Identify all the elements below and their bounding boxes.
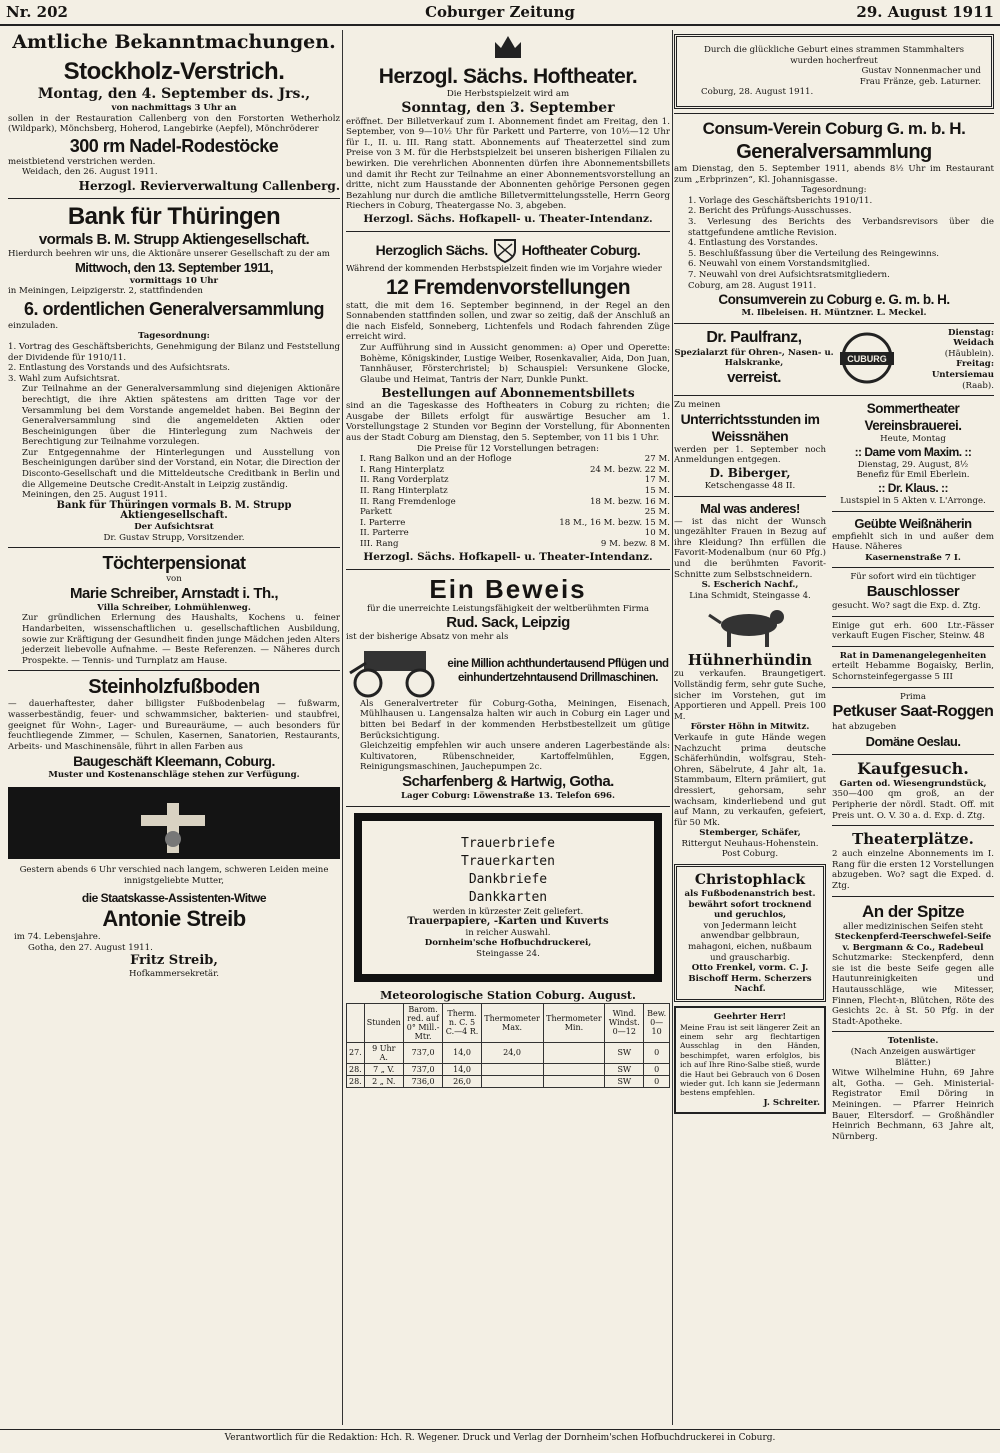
cross-wreath-icon (119, 799, 229, 857)
price-row (360, 539, 670, 550)
huehner-text2: Verkaufe in gute Hände wegen Nachzucht prima deutsche Schäferhündin, wolfsgrau, Steh-Ohren, Säbelrute, 4 Jahr alt, 1a. Stammbaum, Eltern prämiiert, gut dressiert, gehorsam, sehr wachsam, kinderliebend und gut auf Mann, zu verkaufen, gefeiert, für 50 Mk. (674, 732, 826, 828)
weather-cell: 28. (347, 1075, 365, 1087)
rat-title: Rat in Damenangelegenheiten (839, 650, 987, 661)
stockholz-text2: meistbietend verstrichen werden. (8, 156, 156, 167)
pension-von: von (166, 574, 182, 585)
beweis-text: Als Generalvertreter für Coburg-Gotha, Meiningen, Eisenach, Mühlhausen u. Langensalza halten wir auch in Coburg ein Lager und bitten bei Bedarf in der kommenden Herbstbestellzeit um gütige Berücksichtigung. (360, 698, 670, 741)
theater2-text3: sind an die Tageskasse des Hoftheaters in Coburg zu richten; die Ausgabe der Billets erfolgt für auswärtige Besucher am 1. Vorstellungstage 2 Stunden vor Beginn der Vorstellung, für Abonnenten aus der Stadt Coburg am Dienstag, den 5. September, von 11 bis 1 Uhr. (346, 401, 670, 444)
consum-title: Consum-Verein Coburg G. m. b. H. (702, 118, 966, 138)
stockholz-title: Stockholz-Verstrich. (63, 58, 285, 85)
weather-cell: 24,0 (481, 1042, 543, 1063)
stockholz-text: sollen in der Restauration Callenberg von den Forstorten Wetherholz (Wildpark), Mönchsberg, Hoherod, Langebirke (Aepfel), Mönchröderer (8, 113, 340, 135)
beweis-title: Ein Beweis (429, 573, 587, 604)
mal-firm2: Lina Schmidt, Steingasse 4. (689, 590, 811, 601)
obituary-text: Gestern abends 6 Uhr verschied nach langem, schweren Leiden meine innigstgeliebte Mutter, (19, 864, 329, 886)
birth-text: Durch die glückliche Geburt eines strammen Stammhalters wurden hocherfreut (704, 45, 964, 66)
weather-cell (481, 1075, 543, 1087)
page-header (0, 0, 1000, 26)
weather-header: Wind. Windst. 0—12 (605, 1003, 644, 1042)
price-label: II. Rang Fremdenloge (360, 496, 456, 507)
obituary-role: die Staatskasse-Assistenten-Witwe (81, 891, 267, 906)
weather-cell: 7 „ V. (364, 1063, 403, 1075)
theater2-title-left: Herzoglich Sächs. (375, 241, 488, 258)
kauf-text: 350—400 qm groß, an der Peripherie der nördl. Stadt. Off. mit Preis unt. O. V. 30 a. d. Exp. d. Ztg. (832, 789, 994, 821)
theaterplaetze-title: Theaterplätze. (852, 830, 974, 849)
trauer-line: Trauerbriefe (461, 835, 555, 851)
divider (674, 323, 994, 324)
weather-cell: 737,0 (403, 1042, 443, 1063)
steinholz-muster: Muster und Kostenanschläge stehen zur Verfügung. (48, 770, 300, 781)
coburg-badge-icon (838, 328, 896, 388)
divider (346, 569, 670, 570)
weather-cell: SW (605, 1042, 644, 1063)
geehrter-text: Meine Frau ist seit längerer Zeit an einem sehr arg flechtartigen Ausschlag in den Händen, beschimpfet, waren erfolglos, bis ich auf Ihre Rino-Salbe stieß, wurde die Haut bei Gebrauch von 6 Dosen wieder gut. Ich kann sie Jedermann bestens empfehlen. (680, 1022, 820, 1098)
weather-cell: 9 Uhr A. (364, 1042, 403, 1063)
huehner-title: Hühnerhündin (687, 651, 813, 670)
pension-name: Marie Schreiber, Arnstadt i. Th., (69, 584, 278, 602)
christophlack-text: als Fußbodenanstrich best. bewährt sofort trocknend und geruchlos, (684, 889, 816, 921)
issue-date: 29. August 1911 (856, 3, 994, 21)
dog-icon (705, 603, 795, 649)
divider (8, 670, 340, 671)
schlosser-title: Bauschlosser (866, 583, 960, 600)
saat-sub: hat abzugeben (832, 722, 897, 733)
coat-of-arms-icon (492, 236, 518, 264)
drill-machine-icon (346, 643, 442, 699)
sommer-play2: :: Dr. Klaus. :: (877, 481, 948, 496)
consum-sign: Consumverein zu Coburg e. G. m. b. H. (718, 292, 950, 308)
weiss-intro: Zu meinen (674, 400, 721, 411)
bank-board: Der Aufsichtsrat (134, 522, 214, 533)
spitze-text: aller medizinischen Seifen steht (843, 921, 983, 932)
weather-header-row (347, 1003, 670, 1042)
steinholz-text: — dauerhaftester, daher billigster Fußbodenbelag — fußwarm, wasserbeständig, feuer- und schwammsicher, bakterien- und staubfrei, geeignet für Wohn-, Lager- und Bureauräume, — auch besonders für feuchtliegende Zimmer, — Schulen, Kasernen, Sanatorien, Restaurants, Arbeits- und Maschinensäle, führt in allen Farben aus (8, 699, 340, 752)
sommer-date: Dienstag, 29. August, 8½ (857, 459, 969, 470)
column-left (8, 30, 340, 986)
spitze-title: An der Spitze (861, 901, 965, 921)
coburg-badge-ad (838, 328, 994, 392)
birth-box (674, 34, 994, 109)
bank-agenda-item: 1. Vortrag des Geschäftsberichts, Genehmigung der Bilanz und Feststellung der Dividende für 1910/11. (8, 341, 340, 363)
huehner-text: zu verkaufen. Braungetigert. Vollständig ferm, sehr gute Suche, sicher im Vorstehen, gut im Apportieren und Appell. Preis 100 M. (674, 669, 826, 722)
beweis-sales: ist der bisherige Absatz von mehr als (346, 632, 509, 643)
price-label: II. Rang Hinterplatz (360, 486, 448, 497)
column-middle (346, 30, 670, 1088)
price-value: 25 M. (644, 507, 670, 518)
crown-coat-of-arms-icon (491, 32, 525, 62)
theater2-intro: Während der kommenden Herbstspielzeit finden wie im Vorjahre wieder (346, 263, 662, 274)
consum-agenda-item: 1. Vorlage des Geschäftsberichts 1910/11. (688, 195, 873, 206)
weather-row (347, 1063, 670, 1075)
weather-cell: 0 (644, 1042, 670, 1063)
mal-firm: S. Escherich Nachf., (701, 580, 799, 591)
birth-date: Coburg, 28. August 1911. (701, 87, 814, 98)
theater2-heading (346, 236, 670, 264)
price-value: 9 M. bezw. 8 M. (600, 539, 670, 549)
kauf-sub: Garten od. Wiesengrundstück, (839, 778, 987, 789)
naeherin-text: empfiehlt sich in und außer dem Hause. Näheres (832, 531, 994, 553)
weather-row (347, 1075, 670, 1087)
weather-cell: 27. (347, 1042, 365, 1063)
sommer-title2: Vereinsbrauerei. (864, 418, 962, 434)
trauer-line: Dankkarten (468, 889, 548, 905)
bank-paragraph: Zur Teilnahme an der Generalversammlung sind diejenigen Aktionäre berechtigt, die ihre Aktien spätestens am dritten Tage vor der Versammlung bei dem Vorstande angemeldet haben. Bei Beginn der Generalversammlung sind die angemeldeten Aktien oder Bescheinigungen über die Hinterlegung zum Nachweis der Berechtigung zur Teilnahme vorzulegen. (22, 384, 340, 448)
theater1-sign: Herzogl. Sächs. Hofkapell- u. Theater-Intendanz. (363, 212, 653, 225)
obituary-box (8, 787, 340, 986)
toten-sub: (Nach Anzeigen auswärtiger Blätter.) (850, 1047, 976, 1068)
paulfranz-spec: Spezialarzt für Ohren-, Nasen- u. Halskranke, (674, 347, 834, 369)
price-value: 10 M. (644, 528, 670, 539)
price-value: 15 M. (644, 486, 670, 497)
weiss-name: D. Biberger, (709, 466, 791, 481)
weather-header: Thermometer Max. (481, 1003, 543, 1042)
price-value: 17 M. (644, 475, 670, 486)
rat-text: erteilt Hebamme Bogaisky, Berlin, Schornsteinfegergasse 5 III (832, 661, 994, 682)
saat-title: Petkuser Saat-Roggen (832, 703, 994, 721)
trauer-line: Dornheim'sche Hofbuchdruckerei, (424, 938, 592, 949)
sommer-benefit: Benefiz für Emil Eberlein. (856, 470, 970, 481)
price-label: I. Rang Balkon und an der Hofloge (360, 454, 512, 465)
trauer-line: werden in kürzester Zeit geliefert. (432, 906, 584, 917)
theater1-text: eröffnet. Der Billetverkauf zum I. Abonnement findet am Freitag, den 1. September, von 9—10½ Uhr für Parkett und Parterre, von 10½—12 Uhr für I., II. u. III. Rang statt. Abonnements auf Theaterzettel sind zum Preise von 3 M. für die Herbstspielzeit bei unseren bisherigen Filialen zu bewirken. Die verehrlichen Abonnenten dürfen ihre Abonnementsbillets und damit ihr Recht zur Teilnahme an einer Abonnementsvorstellung an dritte, nicht zum Hausstande der Abonnenten gehörige Personen gegen Bezahlung nur durch die amtliche Billetvermittelungsstelle, Herrn Georg Riechers in Coburg, Theatergasse No. 3, abgeben. (346, 116, 670, 212)
divider (832, 754, 994, 755)
price-row (360, 528, 670, 539)
trauer-line: Trauerpapiere, -Karten und Kuverts (407, 916, 609, 928)
stockholz-place: Weidach, den 26. August 1911. (22, 167, 158, 178)
stockholz-amount: 300 rm Nadel-Rodestöcke (69, 135, 279, 156)
theater2-text: statt, die mit dem 16. September beginnend, in der Regel an den Sonnabenden stattfinden sollen, und zwar so zeitig, daß der Anschluß an die nach Eisfeld, Sonneberg, Lichtenfels und Rodach fahrenden Züge erreicht wird. (346, 300, 670, 343)
weather-header: Bew. 0—10 (644, 1003, 670, 1042)
price-value: 24 M. bezw. 22 M. (589, 464, 670, 475)
schedule-line: (Häublein). (944, 348, 994, 359)
paulfranz-away: verreist. (727, 368, 781, 386)
weather-header (347, 1003, 365, 1042)
weiss-addr: Ketschengasse 48 II. (704, 481, 796, 492)
huehner-post: Post Coburg. (721, 849, 779, 860)
price-label: I. Parterre (360, 517, 406, 528)
beweis-firm: Rud. Sack, Leipzig (446, 614, 570, 632)
obituary-place: Gotha, den 27. August 1911. (28, 942, 153, 953)
weather-cell (543, 1063, 605, 1075)
bank-time: vormittags 10 Uhr (129, 275, 219, 286)
schlosser-text: gesucht. Wo? sagt die Exp. d. Ztg. (832, 601, 981, 611)
steinholz-title: Steinholzfußboden (88, 676, 260, 699)
price-row (360, 465, 670, 476)
weather-row (347, 1042, 670, 1063)
stockholz-sign: Herzogl. Revierverwaltung Callenberg. (78, 178, 340, 193)
weather-cell: 0 (644, 1063, 670, 1075)
weather-cell: 26,0 (443, 1075, 481, 1087)
column-divider (672, 30, 673, 1425)
spitze-name: Steckenpferd-Teerschwefel-Seife (834, 932, 992, 943)
consum-agenda-item: 4. Entlastung des Vorstandes. (688, 238, 818, 249)
schedule-line: Weidach (953, 338, 994, 349)
trauer-line: Dankbriefe (468, 871, 548, 887)
schlosser-intro: Für sofort wird ein tüchtiger (850, 572, 976, 583)
theater2-title-right: Hoftheater Coburg. (521, 241, 641, 258)
weather-table (346, 1003, 670, 1088)
saat-name: Domäne Oeslau. (865, 733, 961, 749)
mal-title: Mal was anderes! (700, 500, 800, 516)
obituary-name: Antonie Streib (102, 906, 246, 932)
sommer-today: Heute, Montag (880, 434, 946, 445)
newspaper-title: Coburger Zeitung (425, 3, 575, 21)
coburg-badge-text: CUBURG (847, 353, 887, 364)
weather-header: Thermometer Min. (543, 1003, 605, 1042)
theater2-head: 12 Fremdenvorstellungen (385, 275, 631, 299)
pension-text: Zur gründlichen Erlernung des Haushalts, Kochens u. feiner Handarbeiten, wissenschaftlichen u. gesellschaftlichen Ausbildung, sowie zur Kräftigung der Gesundheit finden junge Mädchen jeden Alters jederzeit liebevolle Aufnahme. — Beste Referenzen. — Näheres durch Prospekte. — Tennis- und Turnplatz am Hause. (22, 613, 340, 666)
bank-placedate: Meiningen, den 25. August 1911. (22, 490, 168, 501)
price-row (360, 454, 670, 465)
theater2-text2: Zur Aufführung sind in Aussicht genommen: a) Oper und Operette: Bohème, Königskinder, Lustige Weiber, Rosenkavalier, Aida, Don Juan, Tannhäuser, Försterchristel; b) Schauspiel: Versunkene Glocke, Glaube und Heimat, Tantris der Narr, Dunkle Punkt. (360, 342, 670, 385)
consum-names: M. Ilbeleisen. H. Müntzner. L. Meckel. (741, 308, 927, 319)
obituary-signer: Fritz Streib, (130, 953, 218, 969)
divider (832, 646, 994, 647)
saat-intro: Prima (900, 691, 926, 702)
weather-cell (481, 1063, 543, 1075)
price-label: III. Rang (360, 539, 399, 549)
weather-header: Stunden (364, 1003, 403, 1042)
bank-gv: 6. ordentlichen Generalversammlung (23, 298, 325, 319)
schedule-line: Untersiemau (931, 370, 994, 381)
bank-agenda-item: 2. Entlastung des Vorstands und des Aufsichtsrats. (8, 363, 230, 374)
theater1-intro: Die Herbstspielzeit wird am (446, 89, 570, 99)
weather-cell: 0 (644, 1075, 670, 1087)
divider (674, 496, 826, 497)
issue-number: Nr. 202 (6, 3, 68, 21)
divider (832, 825, 994, 826)
spitze-text2: Schutzmarke: Steckenpferd, denn sie ist die beste Seife gegen alle Hautunreinigkeiten und Hautausschläge, wie Mitesser, Finnen, Flecht-n, Blütchen, Röte des Gesichts 2c. à St. 50 Pfg. in der Stadt-Apotheke. (832, 953, 994, 1027)
geehrter-box (674, 1006, 826, 1114)
kauf-title: Kaufgesuch. (857, 758, 969, 778)
weather-cell (543, 1042, 605, 1063)
bank-place: in Meiningen, Leipzigerstr. 2, stattfindenden (8, 286, 203, 297)
weather-cell: 737,0 (403, 1063, 443, 1075)
column-right (674, 30, 994, 1142)
price-row (360, 518, 670, 529)
weather-cell: 14,0 (443, 1042, 481, 1063)
price-row (360, 507, 670, 518)
consum-agenda-item: 6. Neuwahl von einem Vorstandsmitglied. (688, 259, 870, 270)
divider (674, 113, 994, 114)
pension-title: Töchterpensionat (102, 553, 246, 574)
beweis-lager: Lager Coburg: Löwenstraße 13. Telefon 696. (400, 790, 616, 801)
divider (832, 896, 994, 897)
beweis-sub: für die unerreichte Leistungsfähigkeit der weltberühmten Firma (366, 603, 650, 614)
bank-sign: Bank für Thüringen vormals B. M. Strupp Aktiengesellschaft. (56, 499, 292, 522)
christophlack-firm: Otto Frenkel, vorm. C. J. Bischoff Herm. Scherzers Nachf. (688, 963, 812, 995)
price-label: II. Rang Vorderplatz (360, 475, 449, 486)
geehrter-head: Geehrter Herr! (713, 1012, 787, 1022)
paulfranz-row (674, 328, 994, 392)
beweis-million: eine Million achthundertausend Pflügen und einhundertzehntausend Drillmaschinen. (447, 657, 669, 684)
stockholz-time: von nachmittags 3 Uhr an (111, 103, 237, 113)
consum-agenda-item: 2. Bericht des Prüfungs-Ausschusses. (688, 206, 852, 217)
divider (346, 231, 670, 232)
obituary-age: im 74. Lebensjahre. (14, 932, 101, 943)
bank-invite: einzuladen. (8, 320, 59, 331)
amtliche-heading: Amtliche Bekanntmachungen. (12, 31, 336, 53)
faesser-text: Einige gut erh. 600 Ltr.-Fässer verkauft Eugen Fischer, Steinw. 48 (832, 620, 994, 642)
divider (346, 806, 670, 807)
divider (674, 395, 994, 396)
bank-intro: Hierdurch beehren wir uns, die Aktionäre unserer Gesellschaft zu der am (8, 248, 330, 259)
weiss-text: werden per 1. September noch Anmeldungen entgegen. (674, 444, 826, 466)
price-label: II. Parterre (360, 528, 409, 539)
weather-cell: SW (605, 1075, 644, 1087)
divider (832, 511, 994, 512)
trauer-line: Trauerkarten (461, 853, 555, 869)
price-label: Parkett (360, 507, 392, 518)
schedule-line: Dienstag: (948, 327, 994, 338)
trauer-line: Steingasse 24. (476, 948, 540, 959)
beweis-text2: Gleichzeitig empfehlen wir auch unsere anderen Lagerbestände als: Kultivatoren, Rübenschneider, Kartoffelmühlen, Eggen, Reinigungsmaschinen, Jauchepumpen 2c. (360, 741, 670, 773)
bank-agenda-item: 3. Wahl zum Aufsichtsrat. (8, 373, 120, 384)
paulfranz-ad (674, 328, 834, 392)
theaterplaetze-text: 2 auch einzelne Abonnements im I. Rang für die ersten 12 Vorstellungen abzugeben. Wo? sagt die Exped. d. Ztg. (832, 849, 994, 891)
bank-date: Mittwoch, den 13. September 1911, (74, 259, 274, 275)
toten-title: Totenliste. (887, 1036, 939, 1047)
sommer-column (832, 400, 994, 1142)
price-row (360, 475, 670, 486)
stockholz-date: Montag, den 4. September ds. Jrs., (37, 86, 311, 102)
weiss-ad (674, 400, 826, 1142)
consum-agenda-item: 3. Verlesung des Berichts des Verbandsrevisors über die stattgefundene amtliche Revision. (688, 216, 994, 238)
steinholz-firm: Baugeschäft Kleemann, Coburg. (73, 753, 275, 770)
geehrter-sign: J. Schreiter. (763, 1097, 820, 1108)
trauer-box (354, 813, 662, 982)
birth-names: Frau Fränze, geb. Laturner. (859, 76, 981, 87)
theater2-sign: Herzogl. Sächs. Hofkapell- u. Theater-Intendanz. (363, 550, 653, 563)
theater2-bestell: Bestellungen auf Abonnementsbillets (381, 386, 635, 401)
obituary-signer-title: Hofkammersekretär. (128, 969, 220, 980)
theater1-date: Sonntag, den 3. September (401, 99, 615, 116)
naeherin-title: Geübte Weißnäherin (854, 515, 972, 531)
divider (832, 687, 994, 688)
bank-subtitle: vormals B. M. Strupp Aktiengesellschaft. (38, 230, 310, 248)
divider (832, 616, 994, 617)
consum-text: am Dienstag, den 5. September 1911, abends 8½ Uhr im Restaurant zum „Erbprinzen“, Kl. Johannisgasse. (674, 163, 994, 185)
price-value: 18 M., 16 M. bezw. 15 M. (559, 517, 670, 528)
consum-agenda-item: 5. Beschlußfassung über die Verteilung des Reingewinns. (688, 248, 939, 259)
bank-chair: Dr. Gustav Strupp, Vorsitzender. (103, 532, 245, 543)
sommer-play: :: Dame vom Maxim. :: (854, 444, 972, 459)
price-row (360, 486, 670, 497)
coburg-badge-schedule (899, 328, 994, 392)
weather-cell: 14,0 (443, 1063, 481, 1075)
prices-heading: Die Preise für 12 Vorstellungen betragen: (417, 443, 599, 454)
christophlack-box (674, 864, 826, 1002)
paulfranz-name: Dr. Paulfranz, (706, 328, 802, 346)
obituary-content (8, 859, 340, 986)
consum-agenda-item: 7. Neuwahl von drei Aufsichtsratsmitgliedern. (688, 269, 890, 280)
consum-gv: Generalversammlung (736, 140, 932, 163)
weather-cell: 736,0 (403, 1075, 443, 1087)
birth-names: Gustav Nonnenmacher und (861, 66, 981, 77)
weather-cell: 28. (347, 1063, 365, 1075)
bank-agenda-heading: Tagesordnung: (138, 331, 210, 342)
divider (8, 198, 340, 199)
sommer-note: Lustspiel in 5 Akten v. L'Arronge. (840, 496, 986, 507)
huehner-sign: Stemberger, Schäfer, (699, 828, 801, 839)
spitze-firm: v. Bergmann & Co., Radebeul (842, 942, 984, 953)
toten-text: Witwe Wilhelmine Huhn, 69 Jahre alt, Gotha. — Geh. Ministerial-Registrator Emil Döring in Meiningen. — Pfarrer Heinrich Bauer, Eltersdorf. — Großhändler Heinrich Bechmann, 63 Jahre alt, Nürnberg. (832, 1068, 994, 1142)
column-divider (342, 30, 343, 1425)
divider (832, 1031, 994, 1032)
pension-villa: Villa Schreiber, Lohmühlenweg. (97, 602, 251, 613)
divider (832, 567, 994, 568)
beweis-visual (346, 643, 670, 699)
trauer-line: in reicher Auswahl. (465, 927, 551, 938)
huehner-name: Förster Höhn in Mitwitz. (690, 722, 810, 733)
christophlack-title: Christophlack (694, 872, 806, 889)
bank-title: Bank für Thüringen (67, 202, 281, 230)
page-footer: Verantwortlich für die Redaktion: Hch. R. Wegener. Druck und Verlag der Dornheim'schen Hofbuchdruckerei in Coburg. (0, 1429, 1000, 1443)
weather-header: Therm. n. C. 5 C.—4 R. (443, 1003, 481, 1042)
weather-header: Barom. red. auf 0° Mill.-Mtr. (403, 1003, 443, 1042)
weather-title: Meteorologische Station Coburg. August. (380, 988, 636, 1002)
bank-paragraph: Zur Entgegennahme der Hinterlegungen und Ausstellung von Bescheinigungen darüber sind der Vorstand, ein Notar, die Direction der Disconto-Gesellschaft und die Mitteldeutsche Creditbank in Berlin und die Allgemeine Deutsche Credit-Anstalt in Leipzig zuständig. (22, 447, 340, 490)
price-row (360, 497, 670, 508)
weiss-sommer-row (674, 400, 994, 1142)
christophlack-text2: von Jedermann leicht anwendbar gelbbraun, mahagoni, eichen, nußbaum und grauscharbig. (688, 920, 812, 963)
consum-agenda-heading: Tagesordnung: (801, 185, 867, 196)
price-value: 18 M. bezw. 16 M. (589, 496, 670, 507)
schedule-line: (Raab). (962, 380, 994, 391)
weiss-title: Unterrichtsstunden im Weissnähen (680, 410, 820, 444)
mal-text: — ist das nicht der Wunsch ungezählter Frauen in Bezug auf ihre Kleidung? Ihn erfüllen die Favorit-Modenalbum (nur 60 Pfg.) und die berühmten Favorit-Schnitte zum Selbstschneidern. (674, 516, 826, 580)
price-list (346, 454, 670, 549)
weather-cell: SW (605, 1063, 644, 1075)
price-label: I. Rang Hinterplatz (360, 464, 445, 475)
weather-cell: 2 „ N. (364, 1075, 403, 1087)
consum-agenda (674, 196, 994, 281)
price-value: 27 M. (644, 454, 670, 465)
divider (8, 547, 340, 548)
consum-date: Coburg, am 28. August 1911. (688, 280, 817, 291)
schedule-line: Freitag: (956, 359, 994, 370)
beweis-firm2: Scharfenberg & Hartwig, Gotha. (402, 772, 614, 790)
theater1-title: Herzogl. Sächs. Hoftheater. (378, 65, 638, 88)
huehner-addr: Rittergut Neuhaus-Hohenstein. (681, 838, 819, 849)
naeherin-addr: Kasernenstraße 7 I. (865, 552, 961, 563)
sommer-title: Sommertheater (866, 401, 960, 417)
weather-cell (543, 1075, 605, 1087)
